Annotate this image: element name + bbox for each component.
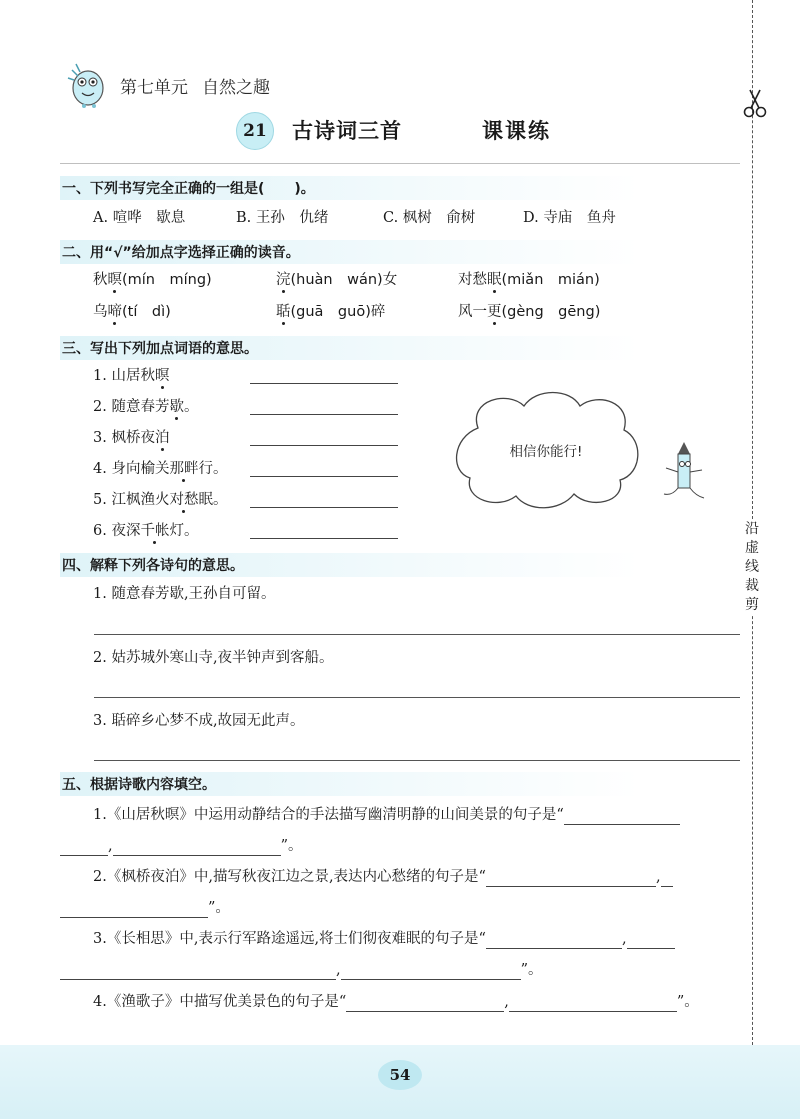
q3-answer-line[interactable] bbox=[250, 414, 398, 415]
fill-blank[interactable] bbox=[60, 839, 108, 856]
q2-item: 风一更(gèng gēng) bbox=[458, 304, 601, 320]
q5-heading: 五、根据诗歌内容填空。 bbox=[60, 772, 742, 796]
q5-item-2-cont: ”。 bbox=[60, 898, 230, 918]
fill-blank[interactable] bbox=[113, 839, 281, 856]
svg-text:相信你能行!: 相信你能行! bbox=[509, 444, 583, 460]
cloud-bubble bbox=[448, 388, 644, 512]
q4-item: 1. 随意春芳歇,王孙自可留。 bbox=[93, 586, 276, 602]
q2-heading: 二、用“√”给加点字选择正确的读音。 bbox=[60, 240, 742, 264]
fill-blank[interactable] bbox=[486, 932, 622, 949]
unit-header bbox=[62, 60, 270, 110]
fill-blank[interactable] bbox=[346, 995, 504, 1012]
q3-answer-line[interactable] bbox=[250, 538, 398, 539]
fill-blank[interactable] bbox=[627, 932, 675, 949]
q3-item: 6. 夜深千帐灯。 bbox=[93, 523, 199, 539]
q3-item: 2. 随意春芳歇。 bbox=[93, 399, 199, 415]
q1-option-d: D. 寺庙 鱼舟 bbox=[523, 210, 616, 226]
practice-label: 课课练 bbox=[482, 119, 551, 143]
lesson-number-badge: 21 bbox=[236, 112, 274, 150]
q3-answer-line[interactable] bbox=[250, 445, 398, 446]
header-divider bbox=[60, 163, 740, 164]
fill-blank[interactable] bbox=[341, 963, 521, 980]
q5-item-2: 2.《枫桥夜泊》中,描写秋夜江边之景,表达内心愁绪的句子是“ , bbox=[93, 867, 673, 887]
q5-item-1: 1.《山居秋暝》中运用动静结合的手法描写幽清明静的山间美景的句子是“ bbox=[93, 805, 680, 825]
fill-blank[interactable] bbox=[661, 870, 673, 887]
q3-item: 1. 山居秋暝 bbox=[93, 368, 170, 384]
fill-blank[interactable] bbox=[564, 808, 680, 825]
q3-answer-line[interactable] bbox=[250, 507, 398, 508]
q4-heading: 四、解释下列各诗句的意思。 bbox=[60, 553, 742, 577]
q3-item: 3. 枫桥夜泊 bbox=[93, 430, 170, 446]
q4-answer-line[interactable] bbox=[94, 634, 740, 635]
fill-blank[interactable] bbox=[486, 870, 656, 887]
q1-option-c: C. 枫树 俞树 bbox=[383, 210, 476, 226]
lesson-title: 古诗词三首 bbox=[292, 118, 402, 143]
q5-item-3: 3.《长相思》中,表示行军路途遥远,将士们彻夜难眠的句子是“ , bbox=[93, 929, 675, 949]
fill-blank[interactable] bbox=[60, 963, 336, 980]
q5-item-4: 4.《渔歌子》中描写优美景色的句子是“ , ”。 bbox=[93, 994, 699, 1010]
q4-item: 2. 姑苏城外寒山寺,夜半钟声到客船。 bbox=[93, 650, 334, 666]
q2-item: 秋暝(mín míng) bbox=[93, 272, 212, 288]
page-number: 54 bbox=[378, 1060, 422, 1090]
q2-item: 乌啼(tí dì) bbox=[93, 304, 171, 320]
unit-title: 第七单元 自然之趣 bbox=[120, 77, 270, 98]
mascot-icon bbox=[62, 60, 110, 110]
q1-heading: 一、下列书写完全正确的一组是( )。 bbox=[60, 176, 742, 200]
q5-item-3-cont: , ”。 bbox=[60, 960, 543, 980]
q2-item: 对愁眠(miǎn mián) bbox=[458, 272, 600, 288]
q4-answer-line[interactable] bbox=[94, 760, 740, 761]
scissors-icon bbox=[742, 88, 768, 118]
q3-heading: 三、写出下列加点词语的意思。 bbox=[60, 336, 742, 360]
fill-blank[interactable] bbox=[509, 995, 677, 1012]
q1-option-a: A. 喧哗 歇息 bbox=[93, 210, 186, 226]
q3-answer-line[interactable] bbox=[250, 476, 398, 477]
q4-item: 3. 聒碎乡心梦不成,故园无此声。 bbox=[93, 713, 305, 729]
cut-label: 沿 虚 线 裁 剪 bbox=[737, 520, 767, 615]
q1-option-b: B. 王孙 仇绪 bbox=[236, 210, 329, 226]
q3-item: 5. 江枫渔火对愁眠。 bbox=[93, 492, 228, 508]
q2-item: 浣(huàn wán)女 bbox=[276, 272, 398, 288]
q2-item: 聒(guā guō)碎 bbox=[276, 304, 386, 320]
fill-blank[interactable] bbox=[60, 901, 208, 918]
pencil-mascot-icon bbox=[660, 440, 710, 502]
q3-item: 4. 身向榆关那畔行。 bbox=[93, 461, 228, 477]
q3-answer-line[interactable] bbox=[250, 383, 398, 384]
q5-item-1-cont: , ”。 bbox=[60, 836, 303, 856]
q4-answer-line[interactable] bbox=[94, 697, 740, 698]
